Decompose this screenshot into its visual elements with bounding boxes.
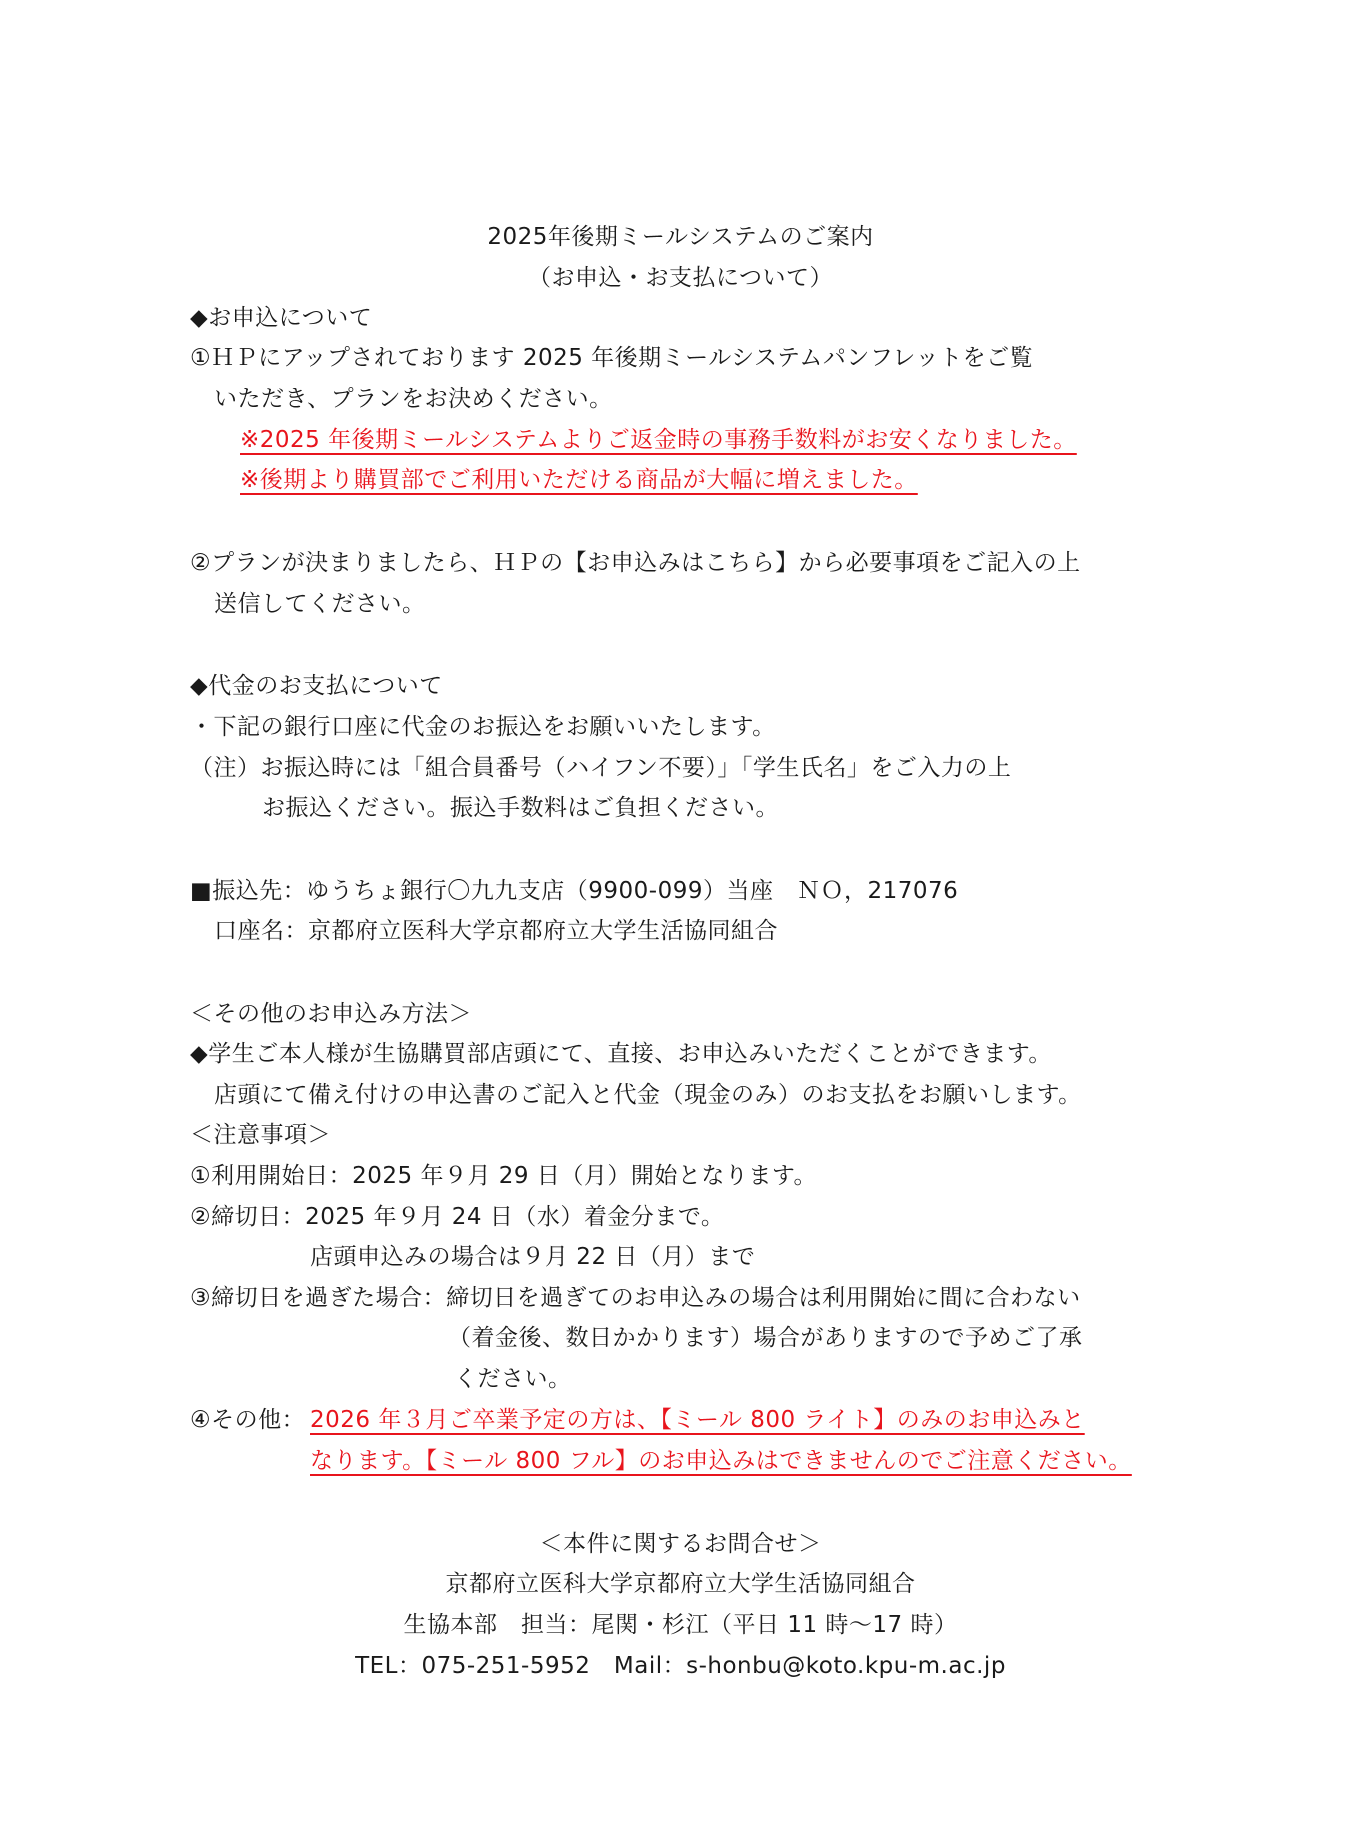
note-deadline: ②締切日：2025 年９月 24 日（水）着金分まで。 [190,1204,725,1230]
application-step1-cont: いただき、プランをお決めください。 [214,386,613,412]
contact-organization: 京都府立医科大学京都府立大学生活協同組合 [445,1571,916,1597]
payment-heading: ◆代金のお支払について [190,673,443,699]
note-other-label: ④その他： [190,1407,306,1433]
other-methods-line2: 店頭にて備え付けの申込書のご記入と代金（現金のみ）のお支払をお願いします。 [214,1082,1082,1108]
note-late-cont2: ください。 [454,1366,572,1392]
payment-note-cont: お振込ください。振込手数料はご負担ください。 [262,795,779,821]
payment-note: （注）お振込時には「組合員番号（ハイフン不要）」「学生氏名」をご入力の上 [190,755,1012,781]
other-methods-heading: ＜その他のお申込み方法＞ [190,1001,472,1027]
note-graduation-warning-cont: なります。【ミール 800 フル】のお申込みはできませんのでご注意ください。 [310,1448,1132,1474]
other-methods-line1: ◆学生ご本人様が生協購買部店頭にて、直接、お申込みいただくことができます。 [190,1041,1052,1067]
contact-staff: 生協本部 担当：尾関・杉江（平日 11 時～17 時） [403,1612,958,1638]
bank-account-name: 口座名：京都府立医科大学京都府立大学生活協同組合 [214,918,778,944]
notice-refund-fee: ※2025 年後期ミールシステムよりご返金時の事務手数料がお安くなりました。 [240,427,1077,453]
note-late: ③締切日を過ぎた場合：締切日を過ぎてのお申込みの場合は利用開始に間に合わない [190,1285,1081,1311]
note-late-cont: （着金後、数日かかります）場合がありますので予めご了承 [448,1325,1083,1351]
application-step2: ②プランが決まりましたら、ＨＰの【お申込みはこちら】から必要事項をご記入の上 [190,550,1081,576]
note-start-date: ①利用開始日：2025 年９月 29 日（月）開始となります。 [190,1163,818,1189]
notice-more-products: ※後期より購買部でご利用いただける商品が大幅に増えました。 [240,467,918,493]
notes-heading: ＜注意事項＞ [190,1122,331,1148]
application-heading: ◆お申込について [190,305,373,331]
contact-heading: ＜本件に関するお問合せ＞ [539,1531,822,1557]
page-title: 2025年後期ミールシステムのご案内 [487,224,874,250]
contact-tel-mail: TEL：075-251-5952 Mail：s-honbu@koto.kpu-m.ac.jp [355,1653,1006,1679]
note-graduation-warning: 2026 年３月ご卒業予定の方は、【ミール 800 ライト】のみのお申込みと [310,1407,1085,1433]
note-deadline-store: 店頭申込みの場合は９月 22 日（月）まで [310,1244,756,1270]
application-step1: ①ＨＰにアップされております 2025 年後期ミールシステムパンフレットをご覧 [190,345,1034,371]
payment-bullet: ・下記の銀行口座に代金のお振込をお願いいたします。 [190,714,776,740]
application-step2-cont: 送信してください。 [214,591,426,617]
bank-account-info: ■振込先：ゆうちょ銀行〇九九支店（9900-099）当座 ＮＯ，217076 [190,878,959,904]
page-subtitle: （お申込・お支払について） [527,265,834,291]
